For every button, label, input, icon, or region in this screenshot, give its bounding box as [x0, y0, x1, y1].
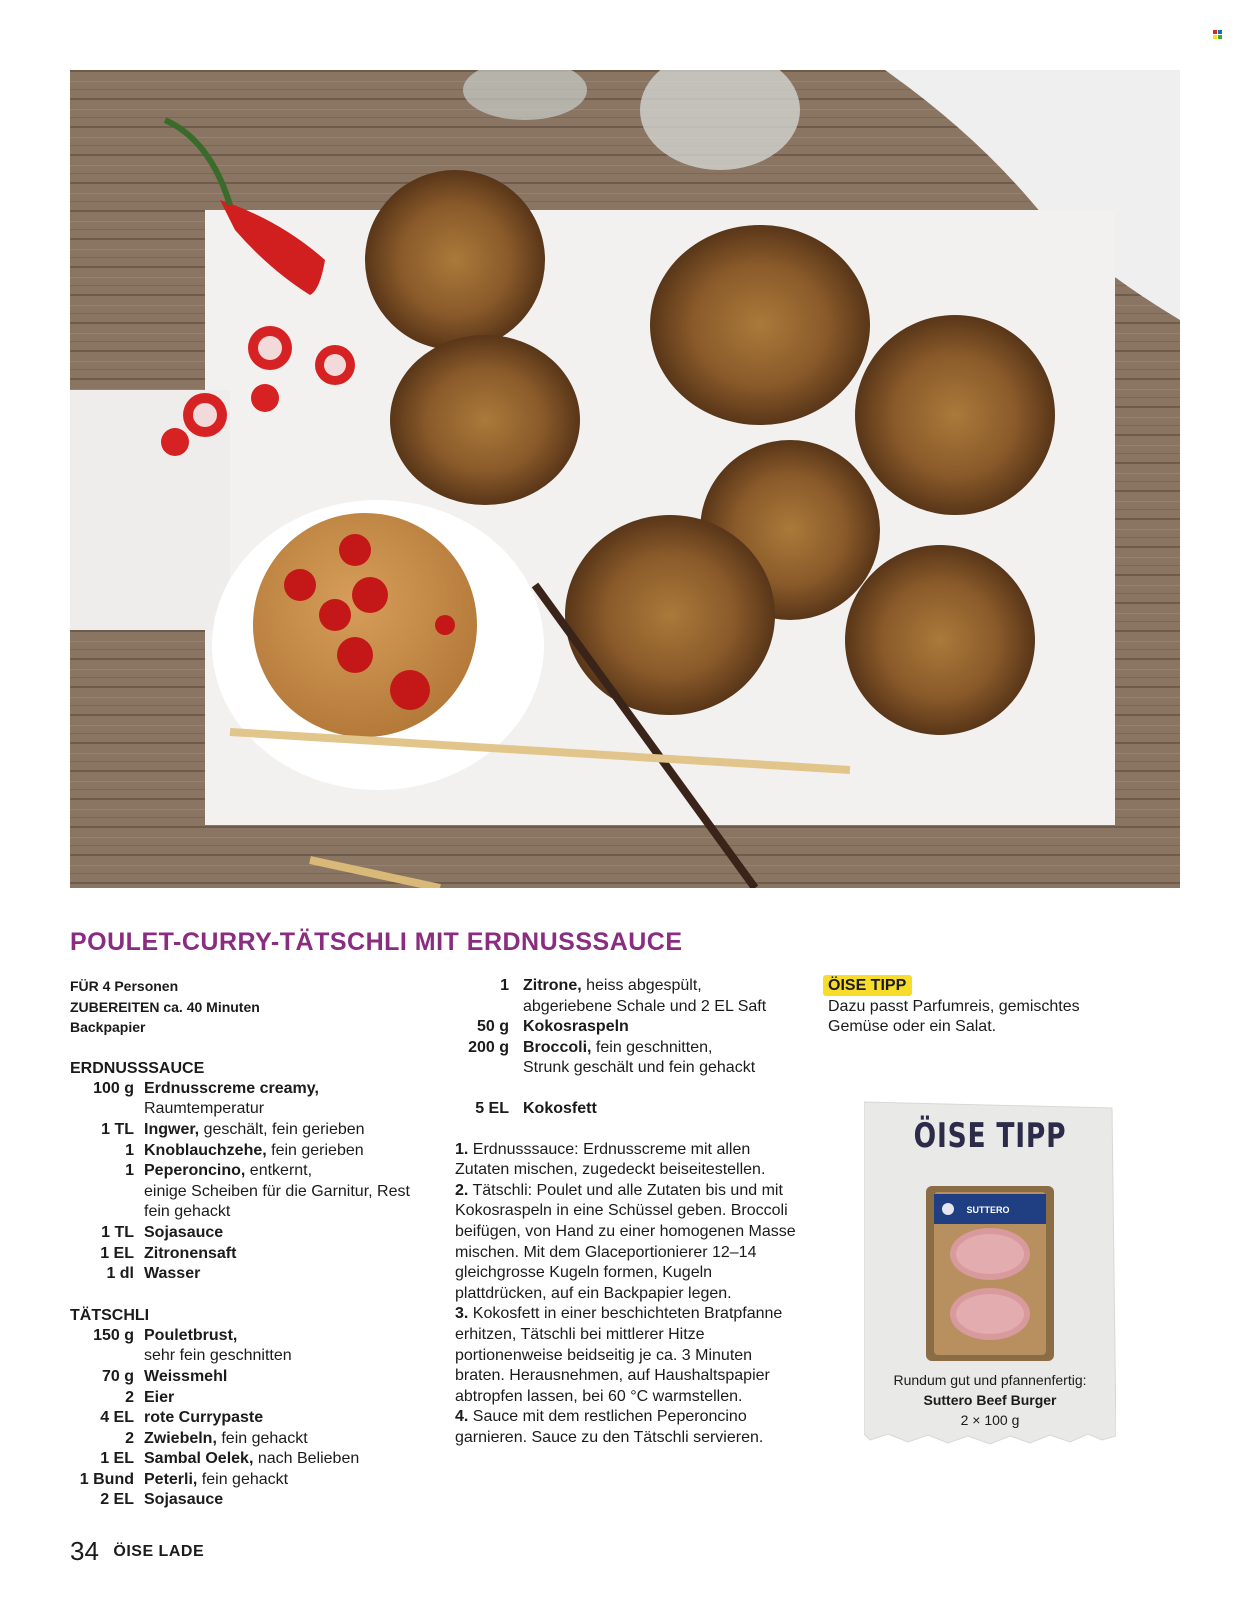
ingredient-quantity: 70 g [101, 1367, 134, 1385]
ingredient-note-continued: abgeriebene Schale und 2 EL Saft [523, 997, 767, 1015]
ingredient-row [70, 1429, 420, 1450]
ingredient-row [70, 1490, 420, 1511]
ingredient-quantity: 50 g [476, 1018, 509, 1036]
ingredient-text [523, 1038, 805, 1079]
ingredient-text [144, 1408, 420, 1429]
ingredient-row [70, 1326, 420, 1367]
ingredient-quantity: 1 TL [101, 1223, 134, 1241]
ingredient-row [70, 1408, 420, 1429]
ingredient-text [144, 1326, 420, 1367]
ingredient-note-continued: Strunk geschält und fein gehackt [523, 1059, 756, 1077]
prep-time: ZUBEREITEN ca. 40 Minuten [70, 998, 260, 1015]
ingredient-note-continued: Raumtemperatur [144, 1100, 265, 1118]
ingredient-note: fein geschnitten, [591, 1038, 713, 1056]
ingredient-name: Peterli, [144, 1470, 198, 1488]
ingredient-quantity: 4 EL [100, 1409, 134, 1427]
ingredients-column-2 [455, 976, 805, 1448]
ingredient-row [455, 1017, 805, 1038]
servings: FÜR 4 Personen [70, 978, 179, 994]
ingredient-text [144, 1388, 420, 1409]
section-heading: TÄTSCHLI [70, 1306, 150, 1324]
ingredient-name: Eier [144, 1388, 175, 1406]
ingredient-row [455, 1038, 805, 1079]
ingredient-name: Weissmehl [144, 1367, 228, 1385]
ingredient-text [144, 1120, 420, 1141]
ingredient-text [144, 1244, 420, 1265]
ingredient-row [455, 976, 805, 1017]
ingredient-name: Ingwer, [144, 1120, 200, 1138]
ingredient-text [144, 1141, 420, 1162]
ingredient-row [455, 1099, 805, 1120]
ingredient-text [144, 1470, 420, 1491]
ingredient-quantity: 2 EL [100, 1491, 134, 1509]
ingredient-quantity: 1 EL [100, 1244, 134, 1262]
ingredient-name: rote Currypaste [144, 1409, 264, 1427]
ingredient-text [144, 1079, 420, 1120]
ingredient-name: Zitrone, [523, 977, 582, 994]
tipp-text: Dazu passt Parfumreis, gemischtes Gemüse oder ein Salat. [828, 997, 1080, 1036]
ingredient-name: Peperoncino, [144, 1162, 246, 1180]
ingredient-name: Zitronensaft [144, 1244, 237, 1262]
ingredient-name: Broccoli, [523, 1038, 592, 1056]
ingredient-row [70, 1264, 420, 1285]
ingredient-row [70, 1120, 420, 1141]
promo-caption [864, 1370, 1116, 1430]
ingredient-name: Sojasauce [144, 1491, 224, 1509]
burger-pack-image [926, 1186, 1054, 1361]
recipe-title: POULET-CURRY-TÄTSCHLI MIT ERDNUSSSAUCE [70, 928, 683, 956]
ingredient-note: geschält, fein gerieben [199, 1120, 365, 1138]
ingredient-name: Knoblauchzehe, [144, 1141, 267, 1159]
ingredient-name: Sambal Oelek, [144, 1450, 254, 1468]
ingredient-quantity: 1 Bund [79, 1470, 134, 1488]
ingredient-text [523, 1099, 805, 1120]
ingredient-row [70, 1223, 420, 1244]
ingredient-text [144, 1449, 420, 1470]
ingredient-name: Wasser [144, 1265, 201, 1283]
ingredient-gap [455, 1079, 805, 1099]
instruction-step [455, 1140, 805, 1181]
ingredient-quantity: 5 EL [475, 1099, 509, 1117]
ingredient-note: nach Belieben [253, 1450, 360, 1468]
ingredient-text [144, 1264, 420, 1285]
promo-card [864, 1094, 1116, 1460]
page-number: 34 [70, 1536, 99, 1566]
instructions [455, 1140, 805, 1449]
tipp-box [828, 975, 1128, 1038]
ingredient-quantity: 1 [125, 1141, 134, 1159]
ingredient-text [144, 1429, 420, 1450]
ingredient-quantity: 200 g [468, 1038, 509, 1056]
corner-logo [1213, 30, 1223, 40]
ingredient-quantity: 1 [125, 1162, 134, 1180]
step-number: 3. [455, 1305, 469, 1323]
ingredient-name: Zwiebeln, [144, 1429, 217, 1447]
step-text: Sauce mit dem restlichen Peperoncino garnieren. Sauce zu den Tätschli servieren. [455, 1408, 764, 1446]
ingredient-name: Kokosfett [523, 1099, 597, 1117]
ingredient-row [70, 1141, 420, 1162]
ingredient-text [144, 1367, 420, 1388]
recipe-meta [70, 976, 420, 1038]
ingredient-quantity: 1 [500, 977, 509, 994]
ingredient-row [70, 1367, 420, 1388]
ingredient-text [523, 1017, 805, 1038]
section-heading: ERDNUSSSAUCE [70, 1059, 205, 1077]
equipment: Backpapier [70, 1019, 146, 1036]
promo-caption-line: Rundum gut und pfannenfertig: [893, 1372, 1087, 1388]
instruction-step [455, 1407, 805, 1448]
ingredient-note: heiss abgespült, [581, 977, 702, 994]
ingredient-note-continued: sehr fein geschnitten [144, 1347, 292, 1365]
step-text: Tätschli: Poulet und alle Zutaten bis und mit Kokosraspeln in eine Schüssel geben. Broccoli beifügen, von Hand zu einer homogenen Masse mischen. Mit dem Glaceportionierer 12–14 gleichgrosse Kugeln formen, Kugeln plattdrücken, auf ein Backpapier legen. [455, 1181, 796, 1302]
pack-label: SUTTERO [966, 1205, 1010, 1215]
ingredient-row [70, 1161, 420, 1223]
instruction-step [455, 1181, 805, 1305]
ingredient-name: Sojasauce [144, 1223, 224, 1241]
ingredient-text [144, 1490, 420, 1511]
magazine-name: ÖISE LADE [113, 1542, 205, 1560]
ingredient-quantity: 1 EL [100, 1450, 134, 1468]
ingredient-quantity: 1 TL [101, 1120, 134, 1138]
ingredient-note-continued: einige Scheiben für die Garnitur, Rest fein gehackt [144, 1182, 410, 1221]
step-number: 4. [455, 1408, 469, 1426]
ingredient-row [70, 1079, 420, 1120]
promo-product-size: 2 × 100 g [960, 1412, 1020, 1428]
step-text: Erdnusssauce: Erdnusscreme mit allen Zutaten mischen, zugedeckt beiseitestellen. [455, 1140, 766, 1179]
step-number: 2. [455, 1181, 469, 1199]
ingredient-note: entkernt, [245, 1162, 313, 1180]
ingredient-name: Kokosraspeln [523, 1018, 629, 1036]
ingredient-note: fein gerieben [266, 1141, 364, 1159]
ingredient-quantity: 1 dl [106, 1265, 134, 1283]
ingredient-row [70, 1244, 420, 1265]
ingredient-row [70, 1449, 420, 1470]
ingredient-row [70, 1388, 420, 1409]
recipe-photo [70, 70, 1180, 888]
instruction-step [455, 1304, 805, 1407]
ingredient-text [523, 976, 805, 1017]
ingredient-quantity: 100 g [93, 1079, 134, 1097]
ingredient-note: fein gehackt [197, 1470, 289, 1488]
ingredient-quantity: 2 [125, 1388, 134, 1406]
ingredient-quantity: 150 g [93, 1326, 134, 1344]
ingredient-name: Erdnusscreme creamy, [144, 1079, 319, 1097]
ingredients-column-1 [70, 976, 420, 1511]
ingredient-quantity: 2 [125, 1429, 134, 1447]
promo-heading: ÖISE TIPP [913, 1116, 1067, 1156]
promo-product-name: Suttero Beef Burger [923, 1392, 1057, 1408]
tipp-badge: ÖISE TIPP [823, 975, 912, 996]
step-text: Kokosfett in einer beschichteten Bratpfanne erhitzen, Tätschli bei mittlerer Hitze portionenweise beidseitig je ca. 3 Minuten braten. Herausnehmen, auf Haushaltspapier abtropfen lassen, bei 60 °C warmstellen. [455, 1305, 783, 1405]
ingredient-name: Pouletbrust, [144, 1326, 238, 1344]
ingredient-note: fein gehackt [216, 1429, 308, 1447]
ingredient-text [144, 1161, 420, 1223]
page-footer [70, 1536, 204, 1567]
step-number: 1. [455, 1140, 469, 1158]
ingredient-row [70, 1470, 420, 1491]
ingredient-text [144, 1223, 420, 1244]
